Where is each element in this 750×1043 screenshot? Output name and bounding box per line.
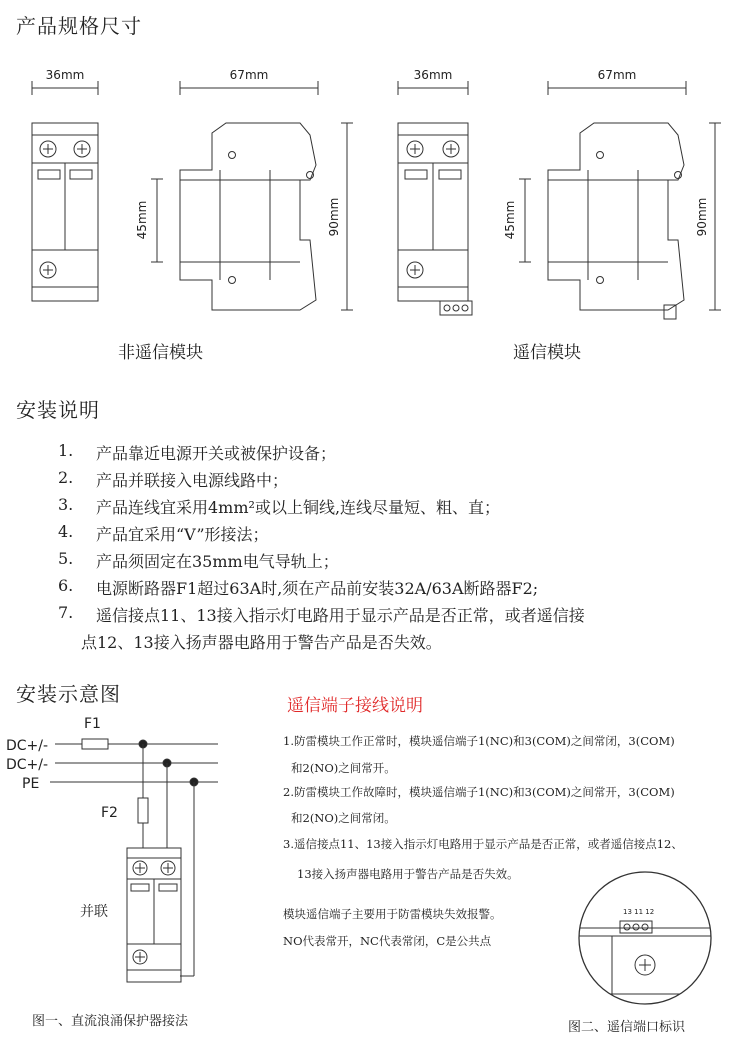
dim-36-right: 36mm: [413, 68, 453, 82]
caption-remote: 遥信模块: [513, 343, 581, 363]
dim-90-right: 90mm: [695, 197, 709, 237]
rt-item-3-line2: 13接入扬声器电路用于警告产品是否失效。: [297, 867, 519, 881]
line-label-1: DC+/-: [6, 738, 49, 754]
rt-item-1-line1: 1.防雷模块工作正常时，模块遥信端子1(NC)和3(COM)之间常闭，3(COM): [283, 734, 675, 748]
note-num-3: 3.: [58, 495, 74, 514]
rt-item-2-line1: 2.防雷模块工作故障时，模块遥信端子1(NC)和3(COM)之间常开，3(COM): [283, 785, 675, 799]
dim-67-right: 67mm: [597, 68, 637, 82]
front-view-non-remote: [32, 81, 98, 301]
rt-note-1: 模块遥信端子主要用于防雷模块失效报警。: [283, 907, 502, 921]
note-num-4: 4.: [58, 522, 74, 541]
note-num-2: 2.: [58, 468, 74, 487]
note-num-6: 6.: [58, 576, 74, 595]
note-text-1: 产品靠近电源开关或被保护设备；: [96, 444, 337, 463]
dim-36-left: 36mm: [45, 68, 85, 82]
note-num-7: 7.: [58, 603, 74, 622]
f1-label: F1: [84, 716, 101, 732]
fig1-caption: 图一、直流浪涌保护器接法: [32, 1014, 189, 1029]
parallel-label: 并联: [80, 904, 108, 920]
rt-item-3-line1: 3.遥信接点11、13接入指示灯电路用于显示产品是否正常，或者遥信接点12、: [283, 837, 683, 851]
note-text-3: 产品连线宜采用4mm²或以上铜线,连线尽量短、粗、直；: [96, 498, 501, 517]
caption-non-remote: 非遥信模块: [118, 343, 203, 363]
port-detail: [560, 868, 750, 1018]
note-text-5: 产品须固定在35mm电气导轨上；: [96, 552, 339, 571]
line-label-pe: PE: [22, 776, 40, 792]
dim-45-right: 45mm: [503, 200, 517, 240]
dim-90-left: 90mm: [327, 197, 341, 237]
rt-item-1-line2: 和2(NO)之间常开。: [291, 761, 396, 775]
specs-title: 产品规格尺寸: [16, 14, 142, 38]
line-label-2: DC+/-: [6, 757, 49, 773]
front-view-remote: [398, 81, 472, 315]
port-numbers: 13 11 12: [623, 908, 655, 916]
note-text-6: 电源断路器F1超过63A时,须在产品前安装32A/63A断路器F2;: [96, 579, 539, 598]
note-text-7: 遥信接点11、13接入指示灯电路用于显示产品是否正常，或者遥信接: [96, 606, 585, 625]
side-view-non-remote: [151, 81, 353, 310]
install-title: 安装说明: [16, 398, 100, 422]
note-num-1: 1.: [58, 441, 74, 460]
fig2-caption: 图二、遥信端口标识: [568, 1020, 686, 1035]
dim-67-left: 67mm: [229, 68, 269, 82]
dim-45-left: 45mm: [135, 200, 149, 240]
note-text-2: 产品并联接入电源线路中；: [96, 471, 289, 490]
wiring-diagram: [0, 708, 265, 1008]
note-text-4: 产品宜采用“V”形接法；: [96, 525, 269, 544]
rt-item-2-line2: 和2(NO)之间常闭。: [291, 811, 396, 825]
side-view-remote: [519, 81, 721, 319]
note-num-5: 5.: [58, 549, 74, 568]
dimension-drawings: [0, 55, 750, 325]
note-text-7-cont: 点12、13接入扬声器电路用于警告产品是否失效。: [81, 633, 442, 652]
f2-label: F2: [101, 805, 118, 821]
diagram-title: 安装示意图: [16, 682, 121, 706]
remote-terminal-title: 遥信端子接线说明: [287, 696, 423, 716]
rt-note-2: NO代表常开，NC代表常闭，C是公共点: [283, 934, 492, 948]
